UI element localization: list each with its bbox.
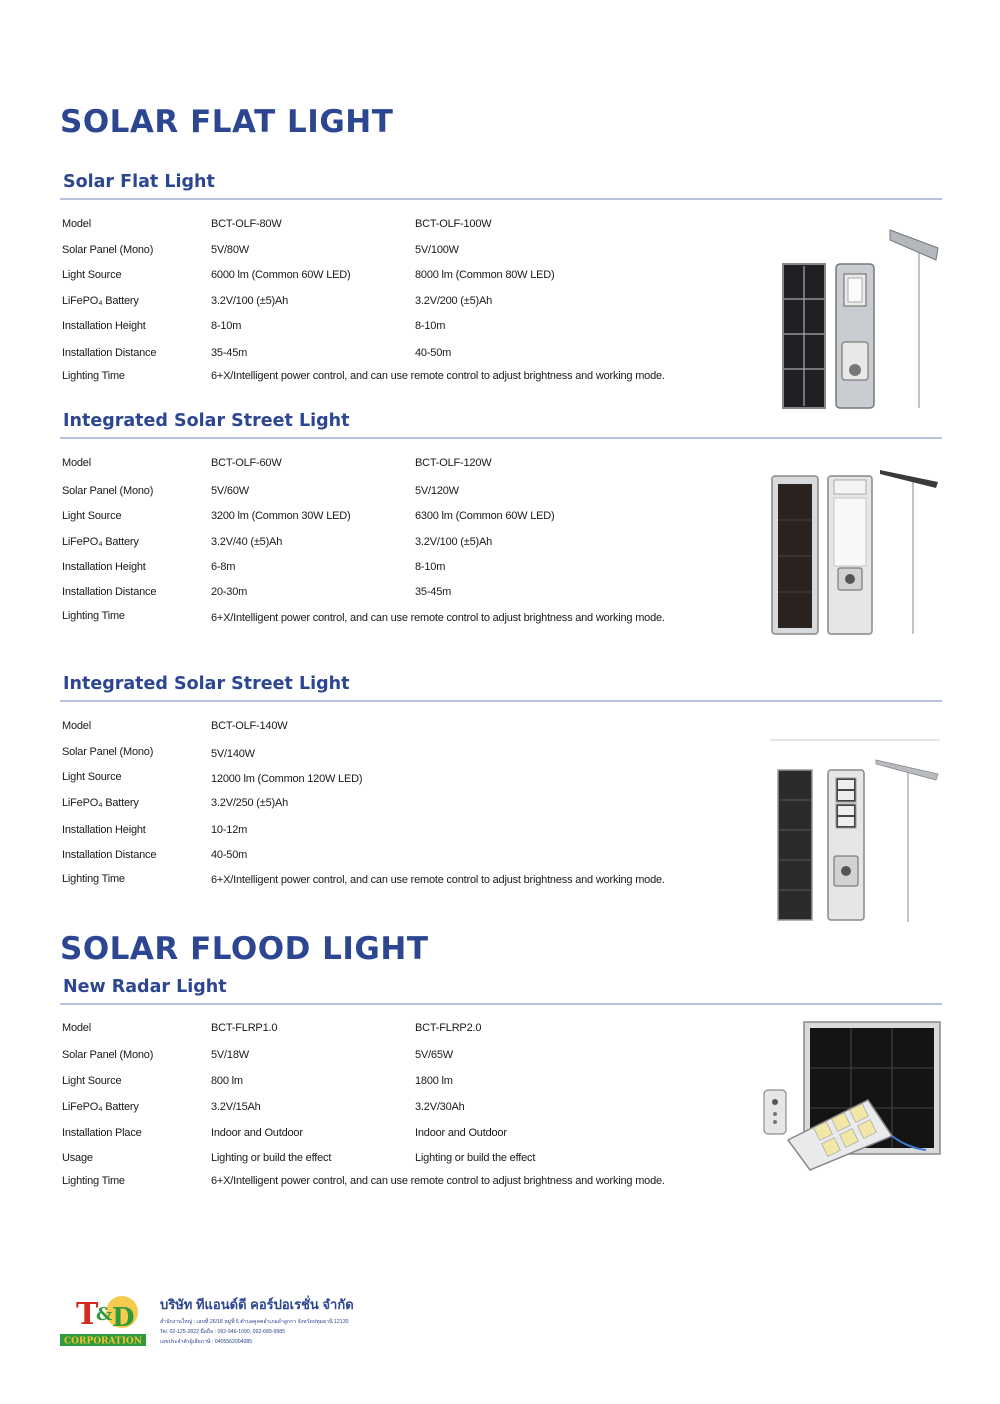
spec-label: Installation Height (62, 824, 146, 836)
spec-value: 3200 lm (Common 30W LED) (211, 510, 351, 522)
spec-label: Model (62, 457, 91, 469)
spec-value: BCT-OLF-100W (415, 218, 492, 230)
spec-value: 5V/120W (415, 485, 459, 497)
spec-label: Lighting Time (62, 610, 125, 622)
spec-value: 6+X/Intelligent power control, and can use remote control to adjust brightness and working mode. (211, 1175, 665, 1187)
spec-value: 5V/100W (415, 244, 459, 256)
spec-label: Installation Distance (62, 586, 157, 598)
spec-value: 3.2V/40 (±5)Ah (211, 536, 283, 548)
spec-value: 5V/65W (415, 1049, 453, 1061)
spec-value: Indoor and Outdoor (211, 1127, 303, 1139)
spec-label: LiFePO₄ Battery (62, 797, 139, 809)
spec-value: 5V/80W (211, 244, 249, 256)
product-image-flood-light (758, 1018, 944, 1174)
spec-value: Indoor and Outdoor (415, 1127, 507, 1139)
spec-value: 5V/18W (211, 1049, 249, 1061)
spec-value: 3.2V/15Ah (211, 1101, 261, 1113)
spec-value: 8-10m (211, 320, 242, 332)
subtitle-integrated-street-light: Integrated Solar Street Light (63, 674, 350, 694)
spec-value: 5V/60W (211, 485, 249, 497)
spec-label: Installation Height (62, 320, 146, 332)
spec-value: 40-50m (211, 849, 248, 861)
spec-label: Light Source (62, 510, 122, 522)
svg-text:&: & (96, 1304, 113, 1325)
svg-text:T: T (76, 1297, 99, 1332)
spec-label: Light Source (62, 269, 122, 281)
spec-value: Lighting or build the effect (415, 1152, 536, 1164)
spec-value: 3.2V/30Ah (415, 1101, 465, 1113)
company-phone: Tel. 02-125-2822 มือถือ : 092-946-1090, 092-689-9985 (160, 1329, 285, 1335)
spec-value: 6000 lm (Common 60W LED) (211, 269, 351, 281)
spec-value: 8000 lm (Common 80W LED) (415, 269, 555, 281)
spec-label: Light Source (62, 1075, 122, 1087)
spec-label: Light Source (62, 771, 122, 783)
product-image-integrated-street-light-140w (770, 738, 942, 924)
logo-caption: CORPORATION (63, 1336, 143, 1347)
section-divider (60, 700, 942, 702)
spec-value: 12000 lm (Common 120W LED) (211, 773, 363, 785)
spec-value: BCT-FLRP1.0 (211, 1022, 278, 1034)
spec-value: 3.2V/100 (±5)Ah (211, 295, 289, 307)
product-image-flat-light (780, 226, 942, 412)
section-divider (60, 1003, 942, 1005)
company-tax-id: เลขประจำตัวผู้เสียภาษี : 0405562004085 (160, 1339, 253, 1345)
spec-value: BCT-OLF-140W (211, 720, 288, 732)
subtitle-new-radar-light: New Radar Light (63, 977, 227, 997)
product-image-integrated-street-light (770, 466, 942, 638)
company-name: บริษัท ทีแอนด์ดี คอร์ปอเรชั่น จำกัด (160, 1297, 354, 1312)
spec-label: Installation Distance (62, 849, 157, 861)
spec-value: 8-10m (415, 561, 446, 573)
spec-label: Solar Panel (Mono) (62, 485, 154, 497)
spec-label: Installation Height (62, 561, 146, 573)
section-divider (60, 437, 942, 439)
spec-label: Lighting Time (62, 1175, 125, 1187)
spec-value: 35-45m (211, 347, 248, 359)
spec-label: Solar Panel (Mono) (62, 1049, 154, 1061)
spec-label: LiFePO₄ Battery (62, 295, 139, 307)
spec-label: Usage (62, 1152, 93, 1164)
spec-value: 6+X/Intelligent power control, and can use remote control to adjust brightness and working mode. (211, 612, 665, 624)
spec-value: BCT-OLF-120W (415, 457, 492, 469)
section-title-solar-flat-light: SOLAR FLAT LIGHT (60, 104, 394, 140)
section-divider (60, 198, 942, 200)
spec-value: 800 lm (211, 1075, 243, 1087)
spec-value: BCT-FLRP2.0 (415, 1022, 482, 1034)
spec-value: 40-50m (415, 347, 452, 359)
spec-label: Model (62, 1022, 91, 1034)
spec-label: LiFePO₄ Battery (62, 536, 139, 548)
spec-label: Lighting Time (62, 370, 125, 382)
spec-value: 3.2V/200 (±5)Ah (415, 295, 493, 307)
company-logo (58, 1288, 148, 1348)
spec-label: Model (62, 720, 91, 732)
spec-value: 3.2V/100 (±5)Ah (415, 536, 493, 548)
company-address: สำนักงานใหญ่ : เลขที่ 26/18 หมู่ที่ 5 ตำบลคูคตอำเภอลำลูกกา จังหวัดปทุมธานี 12130 (160, 1319, 349, 1325)
spec-label: Lighting Time (62, 873, 125, 885)
svg-text:D: D (112, 1303, 135, 1333)
spec-value: BCT-OLF-80W (211, 218, 282, 230)
spec-value: 3.2V/250 (±5)Ah (211, 797, 289, 809)
spec-value: 6-8m (211, 561, 236, 573)
spec-value: 8-10m (415, 320, 446, 332)
spec-label: Solar Panel (Mono) (62, 746, 154, 758)
spec-value: 6300 lm (Common 60W LED) (415, 510, 555, 522)
spec-value: 6+X/Intelligent power control, and can use remote control to adjust brightness and working mode. (211, 874, 665, 886)
spec-value: BCT-OLF-60W (211, 457, 282, 469)
spec-value: 1800 lm (415, 1075, 453, 1087)
spec-value: Lighting or build the effect (211, 1152, 332, 1164)
subtitle-solar-flat-light: Solar Flat Light (63, 172, 215, 192)
spec-value: 6+X/Intelligent power control, and can use remote control to adjust brightness and working mode. (211, 370, 665, 382)
spec-label: Installation Distance (62, 347, 157, 359)
spec-label: Model (62, 218, 91, 230)
spec-value: 5V/140W (211, 748, 255, 760)
spec-label: LiFePO₄ Battery (62, 1101, 139, 1113)
spec-value: 20-30m (211, 586, 248, 598)
spec-value: 10-12m (211, 824, 248, 836)
section-title-solar-flood-light: SOLAR FLOOD LIGHT (60, 931, 429, 967)
spec-label: Solar Panel (Mono) (62, 244, 154, 256)
subtitle-integrated-street-light: Integrated Solar Street Light (63, 411, 350, 431)
spec-label: Installation Place (62, 1127, 142, 1139)
spec-value: 35-45m (415, 586, 452, 598)
